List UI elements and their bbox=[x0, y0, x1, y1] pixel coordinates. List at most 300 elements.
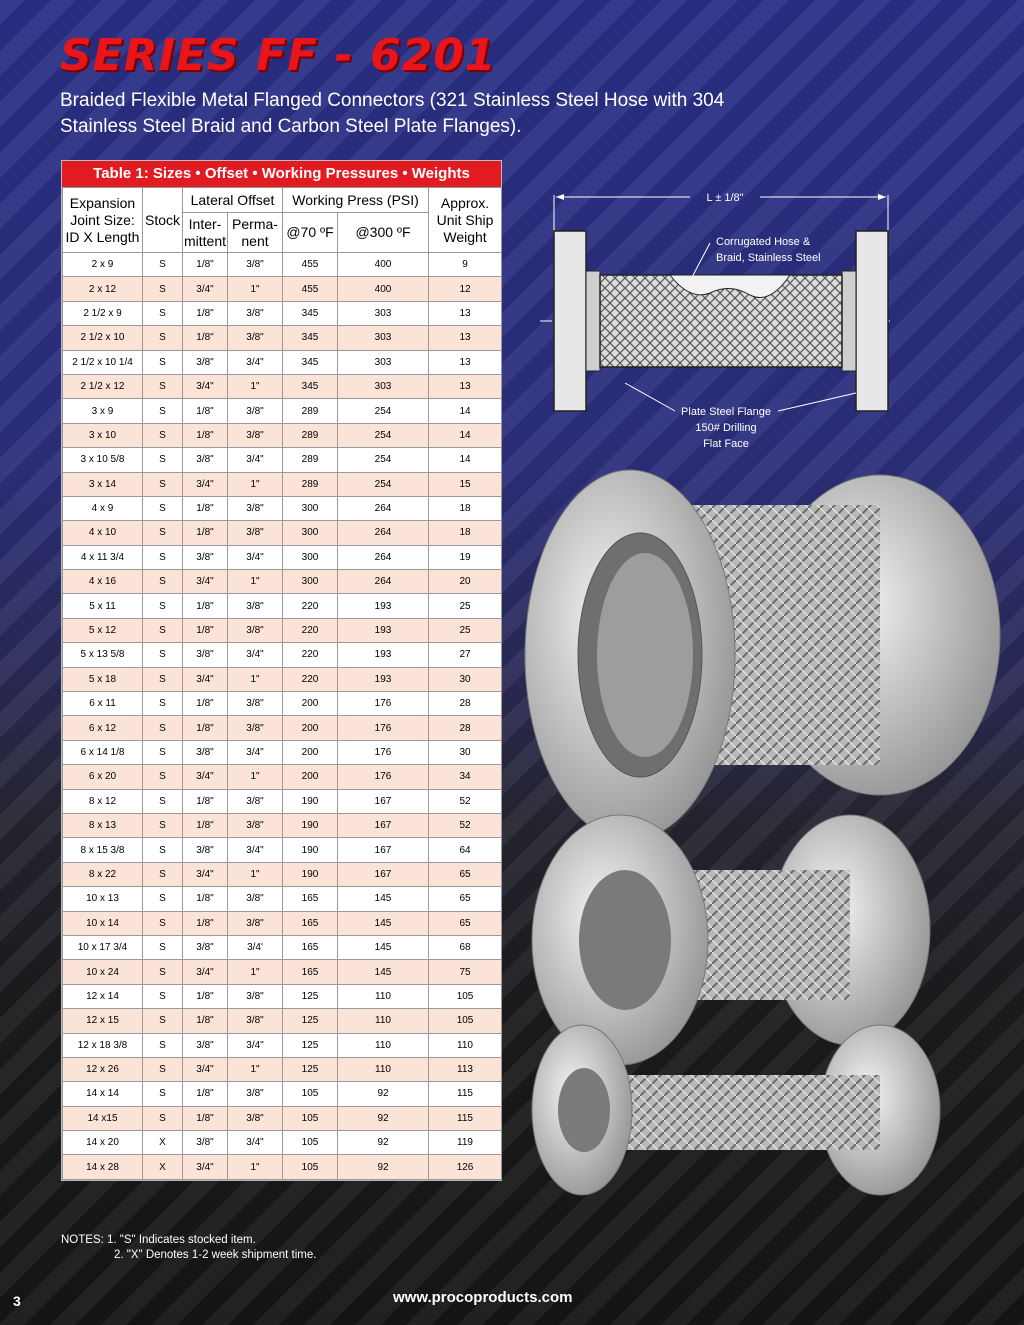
cell-weight: 13 bbox=[429, 350, 502, 374]
cell-intermittent: 3/8" bbox=[183, 935, 228, 959]
cell-stock: S bbox=[143, 789, 183, 813]
cell-press-300: 254 bbox=[338, 472, 429, 496]
cell-intermittent: 3/4" bbox=[183, 374, 228, 398]
cell-stock: S bbox=[143, 1057, 183, 1081]
cell-press-300: 254 bbox=[338, 399, 429, 423]
table-row bbox=[63, 1155, 502, 1179]
cell-weight: 14 bbox=[429, 423, 502, 447]
cell-press-300: 167 bbox=[338, 838, 429, 862]
cell-press-70: 165 bbox=[283, 887, 338, 911]
cell-press-70: 125 bbox=[283, 1033, 338, 1057]
cell-press-300: 303 bbox=[338, 326, 429, 350]
cell-press-70: 220 bbox=[283, 618, 338, 642]
cell-intermittent: 1/8" bbox=[183, 1082, 228, 1106]
page-subtitle: Braided Flexible Metal Flanged Connectors (321 Stainless Steel Hose with 304 Stainless Steel Braid and Carbon Steel Plate Flanges). bbox=[60, 90, 725, 137]
sizes-table-panel bbox=[61, 160, 502, 1181]
hose-label-line2: Braid, Stainless Steel bbox=[716, 252, 821, 264]
cell-press-70: 165 bbox=[283, 911, 338, 935]
cell-stock: S bbox=[143, 1033, 183, 1057]
cell-press-70: 165 bbox=[283, 960, 338, 984]
cell-stock: S bbox=[143, 1009, 183, 1033]
cell-press-300: 400 bbox=[338, 253, 429, 277]
cell-size: 6 x 12 bbox=[63, 716, 143, 740]
table-row bbox=[63, 496, 502, 520]
cell-stock: S bbox=[143, 1082, 183, 1106]
table-row bbox=[63, 521, 502, 545]
cell-size: 14 x15 bbox=[63, 1106, 143, 1130]
cell-stock: S bbox=[143, 740, 183, 764]
cell-stock: S bbox=[143, 521, 183, 545]
cell-press-300: 92 bbox=[338, 1082, 429, 1106]
cell-intermittent: 1/8" bbox=[183, 984, 228, 1008]
cell-press-300: 110 bbox=[338, 1033, 429, 1057]
cell-press-70: 345 bbox=[283, 326, 338, 350]
cell-weight: 105 bbox=[429, 984, 502, 1008]
cell-weight: 28 bbox=[429, 692, 502, 716]
cell-press-300: 400 bbox=[338, 277, 429, 301]
cell-weight: 64 bbox=[429, 838, 502, 862]
cell-size: 12 x 18 3/8 bbox=[63, 1033, 143, 1057]
cell-stock: S bbox=[143, 862, 183, 886]
cell-weight: 52 bbox=[429, 789, 502, 813]
table-row bbox=[63, 789, 502, 813]
table-row bbox=[63, 618, 502, 642]
cell-stock: S bbox=[143, 935, 183, 959]
cell-permanent: 1" bbox=[228, 1155, 283, 1179]
cell-weight: 15 bbox=[429, 472, 502, 496]
cell-press-70: 455 bbox=[283, 253, 338, 277]
cell-stock: S bbox=[143, 618, 183, 642]
cell-size: 8 x 12 bbox=[63, 789, 143, 813]
cell-intermittent: 3/8" bbox=[183, 545, 228, 569]
cell-stock: S bbox=[143, 448, 183, 472]
cell-press-300: 193 bbox=[338, 643, 429, 667]
cell-permanent: 3/8" bbox=[228, 618, 283, 642]
cell-press-70: 455 bbox=[283, 277, 338, 301]
cell-weight: 75 bbox=[429, 960, 502, 984]
cell-press-300: 145 bbox=[338, 911, 429, 935]
cell-permanent: 3/8" bbox=[228, 399, 283, 423]
note-line-1: NOTES: 1. "S" Indicates stocked item. bbox=[61, 1234, 256, 1246]
cell-size: 6 x 11 bbox=[63, 692, 143, 716]
cell-permanent: 3/4" bbox=[228, 448, 283, 472]
cell-weight: 25 bbox=[429, 618, 502, 642]
cell-press-70: 125 bbox=[283, 1009, 338, 1033]
cell-weight: 9 bbox=[429, 253, 502, 277]
cell-size: 6 x 20 bbox=[63, 765, 143, 789]
cell-permanent: 3/4" bbox=[228, 643, 283, 667]
table-row bbox=[63, 643, 502, 667]
table-caption: Table 1: Sizes • Offset • Working Pressures • Weights bbox=[62, 161, 501, 187]
cell-press-70: 220 bbox=[283, 643, 338, 667]
cell-press-70: 289 bbox=[283, 399, 338, 423]
cell-press-300: 167 bbox=[338, 862, 429, 886]
cell-size: 2 1/2 x 9 bbox=[63, 301, 143, 325]
cell-size: 8 x 22 bbox=[63, 862, 143, 886]
cell-weight: 119 bbox=[429, 1131, 502, 1155]
cell-stock: S bbox=[143, 326, 183, 350]
cell-intermittent: 3/8" bbox=[183, 643, 228, 667]
cell-permanent: 3/8" bbox=[228, 1106, 283, 1130]
cell-press-300: 92 bbox=[338, 1155, 429, 1179]
cell-stock: S bbox=[143, 594, 183, 618]
cell-weight: 28 bbox=[429, 716, 502, 740]
cell-intermittent: 1/8" bbox=[183, 1106, 228, 1130]
cell-press-70: 200 bbox=[283, 692, 338, 716]
cell-stock: S bbox=[143, 545, 183, 569]
cell-press-300: 110 bbox=[338, 984, 429, 1008]
cell-size: 3 x 10 bbox=[63, 423, 143, 447]
cell-press-300: 193 bbox=[338, 667, 429, 691]
cell-press-300: 110 bbox=[338, 1057, 429, 1081]
table-row bbox=[63, 740, 502, 764]
cell-intermittent: 1/8" bbox=[183, 887, 228, 911]
cell-weight: 110 bbox=[429, 1033, 502, 1057]
cell-size: 4 x 9 bbox=[63, 496, 143, 520]
sizes-table bbox=[62, 187, 502, 1180]
cell-size: 2 x 9 bbox=[63, 253, 143, 277]
cell-weight: 12 bbox=[429, 277, 502, 301]
cell-intermittent: 3/4" bbox=[183, 960, 228, 984]
cell-permanent: 1" bbox=[228, 570, 283, 594]
table-row bbox=[63, 1057, 502, 1081]
cell-weight: 115 bbox=[429, 1082, 502, 1106]
cell-size: 2 x 12 bbox=[63, 277, 143, 301]
cell-weight: 65 bbox=[429, 911, 502, 935]
cell-size: 6 x 14 1/8 bbox=[63, 740, 143, 764]
table-row bbox=[63, 1009, 502, 1033]
cell-press-70: 105 bbox=[283, 1131, 338, 1155]
cell-intermittent: 1/8" bbox=[183, 594, 228, 618]
cell-press-300: 176 bbox=[338, 740, 429, 764]
cell-stock: S bbox=[143, 374, 183, 398]
cell-intermittent: 3/4" bbox=[183, 1155, 228, 1179]
cell-intermittent: 1/8" bbox=[183, 813, 228, 837]
cell-stock: S bbox=[143, 692, 183, 716]
cell-size: 2 1/2 x 10 1/4 bbox=[63, 350, 143, 374]
cell-size: 10 x 17 3/4 bbox=[63, 935, 143, 959]
table-body bbox=[63, 253, 502, 1180]
table-row bbox=[63, 838, 502, 862]
cell-press-300: 303 bbox=[338, 374, 429, 398]
note-line-2: 2. "X" Denotes 1-2 week shipment time. bbox=[114, 1249, 317, 1261]
cell-intermittent: 1/8" bbox=[183, 253, 228, 277]
table-row bbox=[63, 887, 502, 911]
cell-intermittent: 3/8" bbox=[183, 1131, 228, 1155]
cell-size: 5 x 18 bbox=[63, 667, 143, 691]
header-intermittent: Inter- mittent bbox=[183, 213, 228, 253]
page-number: 3 bbox=[13, 1293, 21, 1309]
left-ferrule-shape bbox=[586, 271, 600, 371]
cell-weight: 14 bbox=[429, 448, 502, 472]
cell-press-70: 300 bbox=[283, 521, 338, 545]
header-at70: @70 ºF bbox=[283, 213, 338, 253]
cell-permanent: 1" bbox=[228, 667, 283, 691]
table-row bbox=[63, 960, 502, 984]
cell-intermittent: 1/8" bbox=[183, 326, 228, 350]
table-row bbox=[63, 911, 502, 935]
cell-stock: X bbox=[143, 1131, 183, 1155]
cell-press-70: 200 bbox=[283, 740, 338, 764]
cell-intermittent: 3/8" bbox=[183, 448, 228, 472]
cell-press-300: 145 bbox=[338, 960, 429, 984]
cell-weight: 65 bbox=[429, 887, 502, 911]
cell-press-300: 176 bbox=[338, 765, 429, 789]
cell-press-70: 105 bbox=[283, 1155, 338, 1179]
cell-press-70: 289 bbox=[283, 423, 338, 447]
table-row bbox=[63, 374, 502, 398]
table-row bbox=[63, 350, 502, 374]
hose-label-line1: Corrugated Hose & bbox=[716, 236, 811, 248]
large-connector-photo bbox=[525, 470, 1000, 840]
cell-press-300: 167 bbox=[338, 789, 429, 813]
cell-intermittent: 1/8" bbox=[183, 521, 228, 545]
table-row bbox=[63, 1082, 502, 1106]
table-row bbox=[63, 594, 502, 618]
cell-intermittent: 1/8" bbox=[183, 911, 228, 935]
cell-stock: S bbox=[143, 399, 183, 423]
cell-size: 12 x 15 bbox=[63, 1009, 143, 1033]
cell-stock: S bbox=[143, 813, 183, 837]
dimension-label: L ± 1/8" bbox=[706, 192, 744, 204]
cell-intermittent: 3/4" bbox=[183, 667, 228, 691]
cell-press-70: 190 bbox=[283, 789, 338, 813]
cell-press-70: 190 bbox=[283, 862, 338, 886]
cell-size: 10 x 13 bbox=[63, 887, 143, 911]
cell-intermittent: 3/4" bbox=[183, 472, 228, 496]
table-row bbox=[63, 1033, 502, 1057]
cell-press-300: 92 bbox=[338, 1131, 429, 1155]
small-connector-photo bbox=[532, 1025, 940, 1195]
cell-intermittent: 1/8" bbox=[183, 301, 228, 325]
cell-press-300: 176 bbox=[338, 716, 429, 740]
cell-weight: 18 bbox=[429, 521, 502, 545]
cell-press-300: 167 bbox=[338, 813, 429, 837]
cell-intermittent: 3/4" bbox=[183, 862, 228, 886]
header-working-press: Working Press (PSI) bbox=[283, 188, 429, 213]
cell-stock: S bbox=[143, 350, 183, 374]
cell-weight: 13 bbox=[429, 326, 502, 350]
cell-press-70: 289 bbox=[283, 472, 338, 496]
cell-press-70: 200 bbox=[283, 716, 338, 740]
table-row bbox=[63, 1106, 502, 1130]
table-row bbox=[63, 448, 502, 472]
cell-intermittent: 3/8" bbox=[183, 350, 228, 374]
table-row bbox=[63, 667, 502, 691]
table-row bbox=[63, 984, 502, 1008]
cell-press-300: 145 bbox=[338, 887, 429, 911]
header-weight: Approx. Unit Ship Weight bbox=[429, 188, 502, 253]
table-row bbox=[63, 545, 502, 569]
cell-size: 14 x 28 bbox=[63, 1155, 143, 1179]
cell-weight: 68 bbox=[429, 935, 502, 959]
right-ferrule-shape bbox=[842, 271, 856, 371]
cell-stock: S bbox=[143, 472, 183, 496]
cell-size: 12 x 14 bbox=[63, 984, 143, 1008]
flange-label-line3: Flat Face bbox=[703, 438, 749, 450]
cell-permanent: 3/4" bbox=[228, 838, 283, 862]
cell-weight: 25 bbox=[429, 594, 502, 618]
cell-press-300: 176 bbox=[338, 692, 429, 716]
cell-weight: 105 bbox=[429, 1009, 502, 1033]
cell-size: 10 x 14 bbox=[63, 911, 143, 935]
cell-press-300: 264 bbox=[338, 521, 429, 545]
cell-stock: S bbox=[143, 253, 183, 277]
cell-permanent: 3/8" bbox=[228, 716, 283, 740]
cell-size: 14 x 14 bbox=[63, 1082, 143, 1106]
cell-stock: S bbox=[143, 1106, 183, 1130]
flange-label-line1: Plate Steel Flange bbox=[681, 406, 771, 418]
cell-press-300: 264 bbox=[338, 496, 429, 520]
cell-weight: 30 bbox=[429, 667, 502, 691]
cell-stock: S bbox=[143, 911, 183, 935]
cell-stock: S bbox=[143, 643, 183, 667]
cell-press-70: 125 bbox=[283, 1057, 338, 1081]
cell-intermittent: 1/8" bbox=[183, 496, 228, 520]
cell-press-300: 254 bbox=[338, 448, 429, 472]
table-row bbox=[63, 813, 502, 837]
cell-size: 4 x 11 3/4 bbox=[63, 545, 143, 569]
website-link[interactable]: www.procoproducts.com bbox=[393, 1289, 573, 1306]
cell-stock: S bbox=[143, 838, 183, 862]
table-row bbox=[63, 301, 502, 325]
cell-weight: 27 bbox=[429, 643, 502, 667]
header-at300: @300 ºF bbox=[338, 213, 429, 253]
cell-intermittent: 3/4" bbox=[183, 570, 228, 594]
cell-press-300: 193 bbox=[338, 594, 429, 618]
cell-intermittent: 1/8" bbox=[183, 1009, 228, 1033]
cell-permanent: 3/8" bbox=[228, 813, 283, 837]
cell-weight: 34 bbox=[429, 765, 502, 789]
cell-size: 5 x 11 bbox=[63, 594, 143, 618]
cell-intermittent: 1/8" bbox=[183, 423, 228, 447]
cell-size: 4 x 10 bbox=[63, 521, 143, 545]
cell-press-300: 264 bbox=[338, 570, 429, 594]
cell-press-70: 125 bbox=[283, 984, 338, 1008]
cell-permanent: 3/8" bbox=[228, 911, 283, 935]
cell-press-300: 254 bbox=[338, 423, 429, 447]
cell-permanent: 3/8" bbox=[228, 692, 283, 716]
cell-size: 2 1/2 x 10 bbox=[63, 326, 143, 350]
table-row bbox=[63, 326, 502, 350]
cell-press-70: 105 bbox=[283, 1082, 338, 1106]
cell-size: 3 x 14 bbox=[63, 472, 143, 496]
cell-press-300: 145 bbox=[338, 935, 429, 959]
header-lateral-offset: Lateral Offset bbox=[183, 188, 283, 213]
cell-weight: 18 bbox=[429, 496, 502, 520]
cell-size: 10 x 24 bbox=[63, 960, 143, 984]
cell-press-300: 110 bbox=[338, 1009, 429, 1033]
cell-press-70: 220 bbox=[283, 667, 338, 691]
cell-intermittent: 3/8" bbox=[183, 740, 228, 764]
cell-intermittent: 1/8" bbox=[183, 618, 228, 642]
table-row bbox=[63, 253, 502, 277]
cell-intermittent: 1/8" bbox=[183, 399, 228, 423]
cell-weight: 20 bbox=[429, 570, 502, 594]
left-flange-shape bbox=[554, 231, 586, 411]
header-expansion: Expansion Joint Size: ID X Length bbox=[63, 188, 143, 253]
table-row bbox=[63, 423, 502, 447]
cell-stock: S bbox=[143, 496, 183, 520]
cell-permanent: 1" bbox=[228, 960, 283, 984]
cell-size: 5 x 12 bbox=[63, 618, 143, 642]
cell-press-70: 345 bbox=[283, 301, 338, 325]
table-row bbox=[63, 862, 502, 886]
table-row bbox=[63, 1131, 502, 1155]
cell-stock: S bbox=[143, 765, 183, 789]
cell-size: 3 x 10 5/8 bbox=[63, 448, 143, 472]
cell-stock: S bbox=[143, 960, 183, 984]
cell-size: 8 x 13 bbox=[63, 813, 143, 837]
cell-stock: S bbox=[143, 887, 183, 911]
page-title: SERIES FF - 6201 bbox=[60, 30, 497, 81]
connector-diagram bbox=[540, 183, 890, 463]
cell-press-70: 220 bbox=[283, 594, 338, 618]
cell-permanent: 3/8" bbox=[228, 521, 283, 545]
table-row bbox=[63, 692, 502, 716]
cell-stock: S bbox=[143, 570, 183, 594]
cell-weight: 52 bbox=[429, 813, 502, 837]
cell-press-70: 300 bbox=[283, 545, 338, 569]
cell-permanent: 3/8" bbox=[228, 887, 283, 911]
cell-permanent: 1" bbox=[228, 277, 283, 301]
cell-size: 4 x 16 bbox=[63, 570, 143, 594]
cell-permanent: 3/8" bbox=[228, 789, 283, 813]
cell-press-70: 289 bbox=[283, 448, 338, 472]
cell-size: 14 x 20 bbox=[63, 1131, 143, 1155]
notes bbox=[61, 1233, 316, 1263]
table-row bbox=[63, 716, 502, 740]
cell-intermittent: 3/4" bbox=[183, 277, 228, 301]
cell-stock: X bbox=[143, 1155, 183, 1179]
cell-permanent: 3/8" bbox=[228, 594, 283, 618]
cell-press-300: 264 bbox=[338, 545, 429, 569]
cell-press-70: 190 bbox=[283, 813, 338, 837]
cell-size: 12 x 26 bbox=[63, 1057, 143, 1081]
cell-permanent: 3/4" bbox=[228, 1131, 283, 1155]
cell-permanent: 3/8" bbox=[228, 423, 283, 447]
cell-size: 2 1/2 x 12 bbox=[63, 374, 143, 398]
cell-press-70: 190 bbox=[283, 838, 338, 862]
cell-stock: S bbox=[143, 716, 183, 740]
cell-press-300: 92 bbox=[338, 1106, 429, 1130]
cell-weight: 65 bbox=[429, 862, 502, 886]
cell-intermittent: 3/8" bbox=[183, 1033, 228, 1057]
table-row bbox=[63, 472, 502, 496]
cell-weight: 126 bbox=[429, 1155, 502, 1179]
cell-permanent: 1" bbox=[228, 862, 283, 886]
cell-intermittent: 1/8" bbox=[183, 789, 228, 813]
cell-press-300: 303 bbox=[338, 350, 429, 374]
cell-press-70: 300 bbox=[283, 496, 338, 520]
cell-permanent: 3/8" bbox=[228, 1082, 283, 1106]
cell-press-70: 300 bbox=[283, 570, 338, 594]
table-row bbox=[63, 399, 502, 423]
cell-intermittent: 1/8" bbox=[183, 716, 228, 740]
cell-permanent: 1" bbox=[228, 374, 283, 398]
cell-permanent: 3/8" bbox=[228, 984, 283, 1008]
cell-press-300: 193 bbox=[338, 618, 429, 642]
cell-weight: 14 bbox=[429, 399, 502, 423]
cell-intermittent: 1/8" bbox=[183, 692, 228, 716]
product-photos bbox=[520, 460, 1020, 1220]
cell-permanent: 3/4' bbox=[228, 935, 283, 959]
right-flange-shape bbox=[856, 231, 888, 411]
cell-press-70: 345 bbox=[283, 350, 338, 374]
header-permanent: Perma- nent bbox=[228, 213, 283, 253]
cell-size: 5 x 13 5/8 bbox=[63, 643, 143, 667]
table-row bbox=[63, 570, 502, 594]
